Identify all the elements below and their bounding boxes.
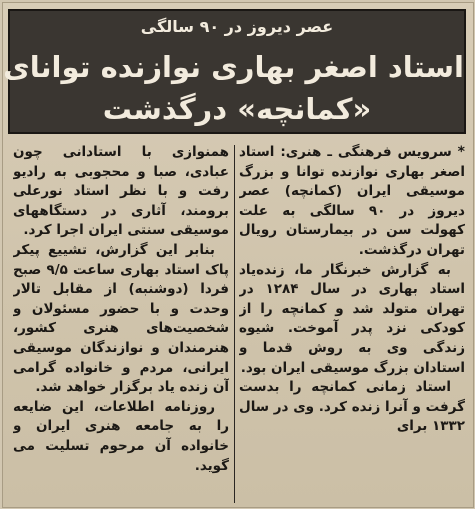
headline-surtitle: عصر دیروز در ۹۰ سالگی xyxy=(140,17,334,36)
article-paragraph: بنابر این گزارش، تشییع پیکر پاک استاد بهاری ساعت ۹/۵ صبح فردا (دوشنبه) از مقابل تالار وحدت و با حضور مسئولان و شخصیت‌های هنری کشور، هنرمندان و نوازندگان موسیقی ایرانی، مردم و خانواده گرامی آن زنده یاد برگزار خواهد شد. xyxy=(13,241,229,396)
article-byline: سرویس فرهنگی ـ هنری: xyxy=(280,144,452,160)
article-paragraph: به گزارش خبرنگار ما، زنده‌یاد استاد بهاری در سال ۱۲۸۴ در تهران متولد شد و کمانچه را از کودکی نزد پدر آموخت. شیوه زندگی وی به روش قدما و استادان بزرگ موسیقی ایران بود. xyxy=(239,261,465,376)
article-paragraph: استاد زمانی کمانچه را بدست گرفت و آنرا زنده کرد. وی در سال ۱۳۳۲ برای xyxy=(239,379,465,435)
headline-title-line-1: استاد اصغر بهاری نوازنده توانای xyxy=(3,50,464,84)
article-paragraph: همنوازی با استادانی چون عبادی، صبا و محجوبی به رادیو رفت و با نظر استاد نورعلی برومند، آثاری در دستگاههای موسیقی سنتی ایران اجرا کرد. xyxy=(13,144,229,239)
article-column-left xyxy=(13,143,229,505)
column-divider xyxy=(234,145,235,503)
headline-box xyxy=(3,9,466,134)
headline-title-line-2: «کمانچه» درگذشت xyxy=(102,92,372,126)
article-column-right xyxy=(239,143,465,505)
article-paragraph: استاد اصغر بهاری نوازنده توانا و بزرگ موسیقی ایران (کمانچه) عصر دیروز در ۹۰ سالگی به علت کهولت سن در بیمارستان رویال تهران درگذشت. xyxy=(239,144,465,258)
star-icon: * xyxy=(457,144,465,160)
article-paragraph: روزنامه اطلاعات، این ضایعه را به جامعه هنری ایران و خانواده آن مرحوم تسلیت می گوید. xyxy=(13,398,229,474)
newspaper-clipping xyxy=(2,2,474,508)
